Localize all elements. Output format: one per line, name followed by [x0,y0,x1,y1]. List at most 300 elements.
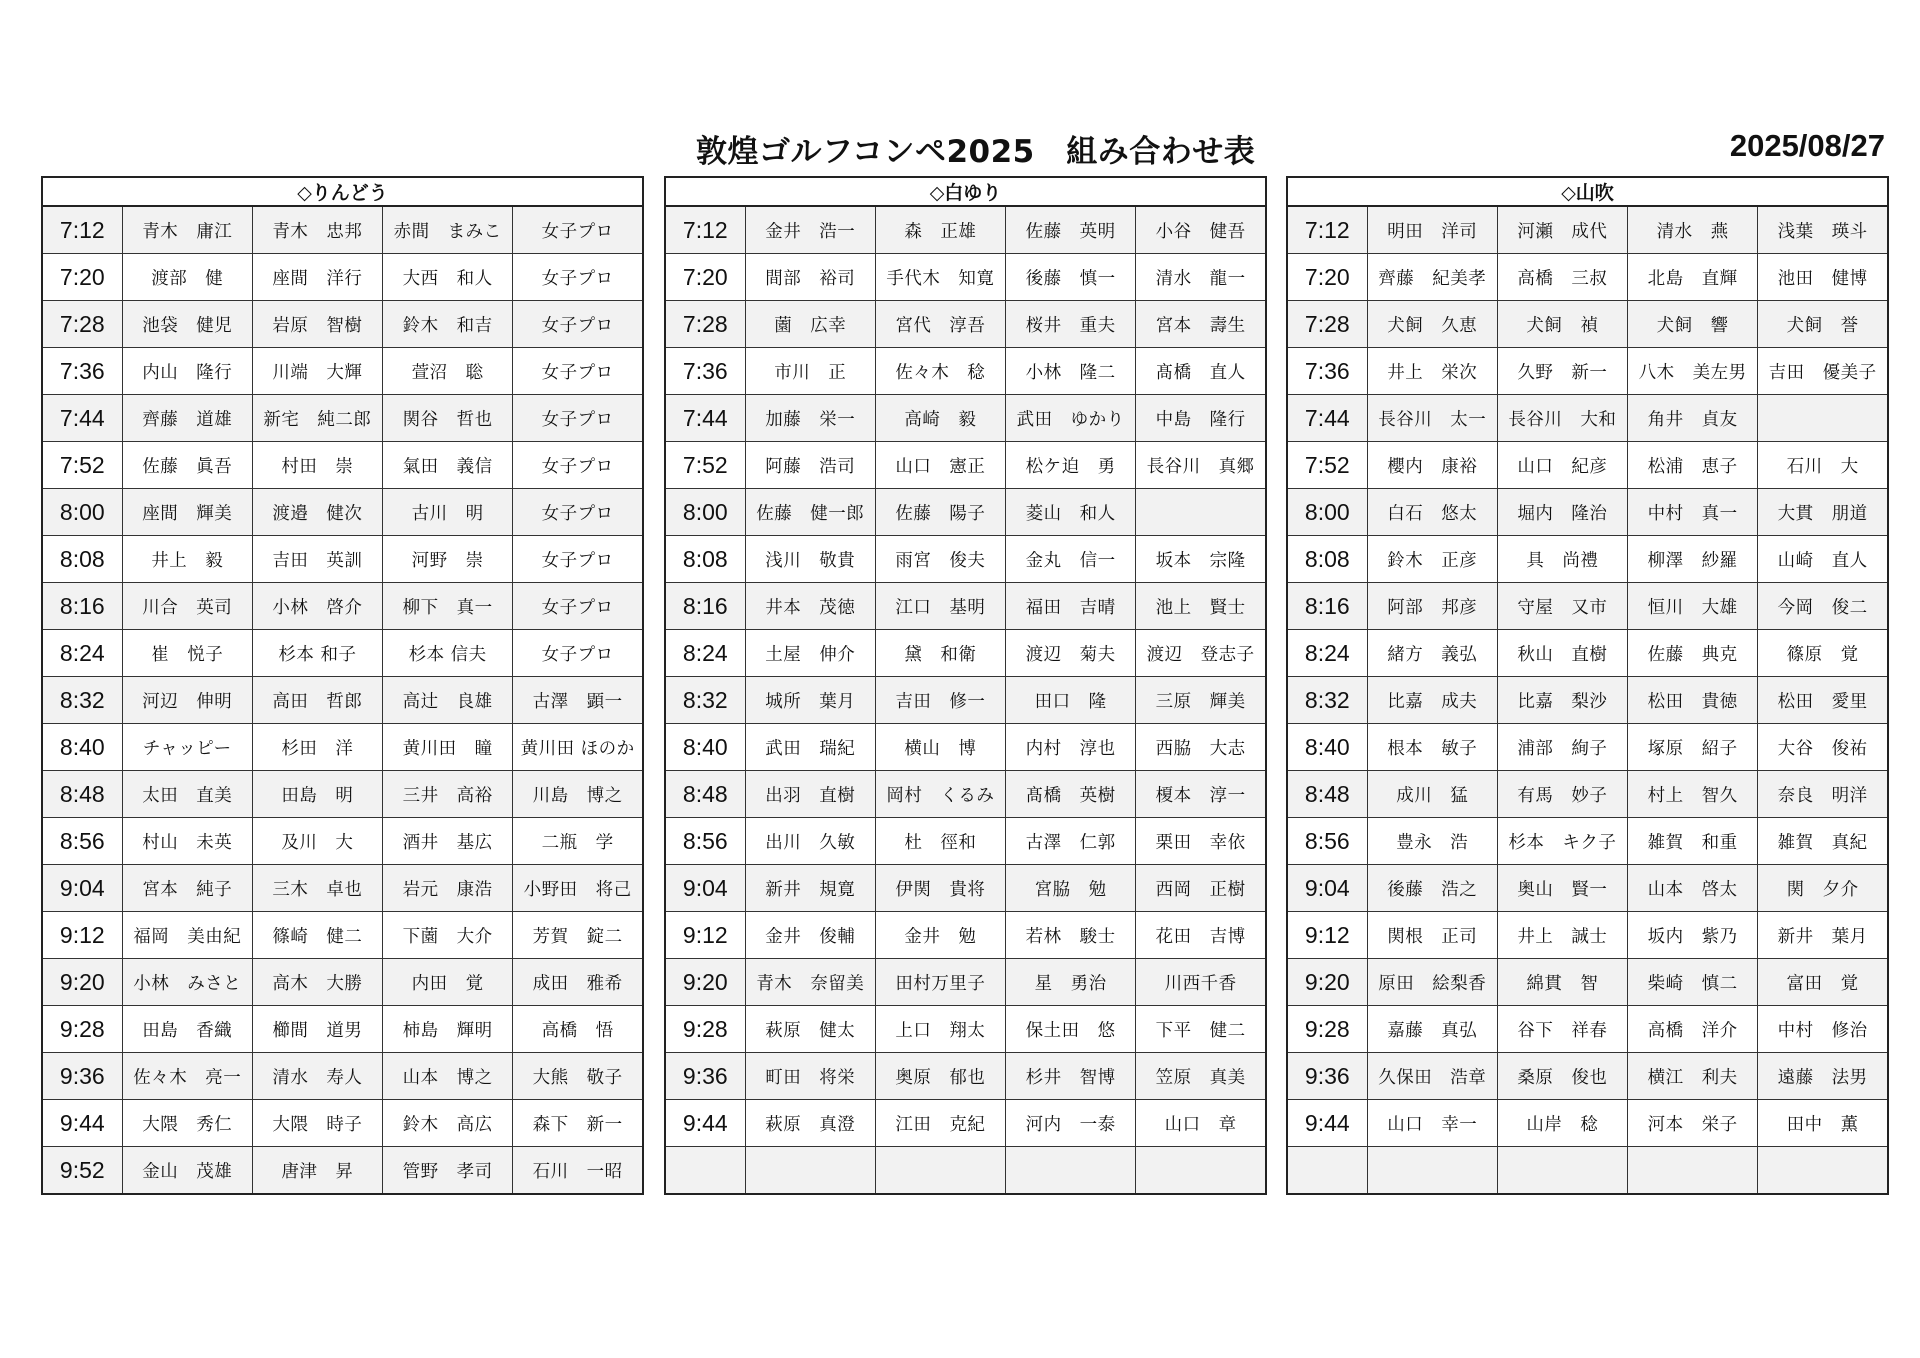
player-name: 氣田 義信 [383,442,513,489]
player-name: 大隈 時子 [252,1100,382,1147]
player-name: 八木 美左男 [1628,348,1758,395]
player-name: 髙橋 直人 [1136,348,1266,395]
player-name: 二瓶 学 [513,818,643,865]
tee-time: 9:36 [1287,1053,1367,1100]
player-name: 山岸 稔 [1497,1100,1627,1147]
player-name: 保土田 悠 [1006,1006,1136,1053]
player-name: 富田 覚 [1758,959,1888,1006]
player-name: 新井 規寛 [745,865,875,912]
tee-time-row [42,348,643,395]
tee-time-row [665,912,1266,959]
tee-time-row [42,1053,643,1100]
player-name: 石川 一昭 [513,1147,643,1195]
player-name: 町田 将栄 [745,1053,875,1100]
tee-time-row [1287,959,1888,1006]
player-name: 女子プロ [513,489,643,536]
tee-time-row [665,1006,1266,1053]
player-name: 浅川 敬貴 [745,536,875,583]
tee-time: 8:00 [665,489,745,536]
tee-time: 8:32 [42,677,122,724]
player-name: 黄川田 瞳 [383,724,513,771]
tee-time: 7:36 [1287,348,1367,395]
player-name: 村山 未英 [122,818,252,865]
player-name: 黛 和衛 [875,630,1005,677]
tee-time-row [42,1147,643,1195]
tee-time: 8:08 [1287,536,1367,583]
tee-time: 7:28 [42,301,122,348]
player-name: 清水 燕 [1628,206,1758,254]
player-name: 守屋 又市 [1497,583,1627,630]
player-name [1006,1147,1136,1195]
tee-time: 7:36 [42,348,122,395]
player-name: 吉田 優美子 [1758,348,1888,395]
player-name: 坂内 紫乃 [1628,912,1758,959]
player-name: 北島 直輝 [1628,254,1758,301]
player-name: 山口 紀彦 [1497,442,1627,489]
player-name: 下平 健二 [1136,1006,1266,1053]
player-name: 岩原 智樹 [252,301,382,348]
player-name: 桜井 重夫 [1006,301,1136,348]
player-name [1497,1147,1627,1195]
tee-time-row [665,1100,1266,1147]
player-name: 山口 幸一 [1367,1100,1497,1147]
tee-time-row [665,254,1266,301]
player-name: 宮本 純子 [122,865,252,912]
tee-time: 9:36 [42,1053,122,1100]
player-name: 長谷川 太一 [1367,395,1497,442]
player-name: 芳賀 錠二 [513,912,643,959]
tee-time-row [1287,536,1888,583]
player-name: 大隈 秀仁 [122,1100,252,1147]
player-name: 女子プロ [513,442,643,489]
player-name: 西脇 大志 [1136,724,1266,771]
player-name [1628,1147,1758,1195]
tee-time: 7:36 [665,348,745,395]
tee-time: 9:12 [42,912,122,959]
player-name: 三木 卓也 [252,865,382,912]
player-name: 緒方 義弘 [1367,630,1497,677]
tee-time: 9:20 [42,959,122,1006]
player-name: 川端 大輝 [252,348,382,395]
tee-time-row [665,1053,1266,1100]
player-name: 河内 一泰 [1006,1100,1136,1147]
player-name: 女子プロ [513,536,643,583]
player-name: 原田 絵梨香 [1367,959,1497,1006]
tee-time: 8:56 [665,818,745,865]
player-name: 犬飼 響 [1628,301,1758,348]
tee-time: 9:44 [1287,1100,1367,1147]
player-name: 古澤 顕一 [513,677,643,724]
player-name: 有馬 妙子 [1497,771,1627,818]
tee-time-row [42,583,643,630]
player-name: 萩原 健太 [745,1006,875,1053]
player-name: 菱山 和人 [1006,489,1136,536]
player-name: 古澤 仁郭 [1006,818,1136,865]
player-name: 手代木 知寛 [875,254,1005,301]
player-name: 内田 覚 [383,959,513,1006]
player-name: 古川 明 [383,489,513,536]
player-name: 横江 利夫 [1628,1053,1758,1100]
player-name: 岩元 康浩 [383,865,513,912]
player-name: 渡部 健 [122,254,252,301]
tee-time-row [42,489,643,536]
player-name: 横山 博 [875,724,1005,771]
player-name: 萱沼 聡 [383,348,513,395]
player-name: 佐藤 眞吾 [122,442,252,489]
player-name: 新井 葉月 [1758,912,1888,959]
tee-time: 8:48 [665,771,745,818]
player-name: 奥原 郁也 [875,1053,1005,1100]
player-name: 黄川田 ほのか [513,724,643,771]
tee-time-row [42,206,643,254]
player-name: 松浦 恵子 [1628,442,1758,489]
player-name: 宮代 淳吾 [875,301,1005,348]
player-name: 岡村 くるみ [875,771,1005,818]
tee-time: 9:20 [665,959,745,1006]
player-name: 清水 寿人 [252,1053,382,1100]
player-name: 関谷 哲也 [383,395,513,442]
tee-time: 9:12 [1287,912,1367,959]
tee-time: 8:32 [1287,677,1367,724]
player-name: 関根 正司 [1367,912,1497,959]
player-name: 西岡 正樹 [1136,865,1266,912]
player-name: 山本 博之 [383,1053,513,1100]
tee-time: 7:52 [1287,442,1367,489]
player-name: 久野 新一 [1497,348,1627,395]
player-name: 加藤 栄一 [745,395,875,442]
player-name: 柳下 真一 [383,583,513,630]
player-name: 宮脇 勉 [1006,865,1136,912]
course-table-yamabuki [1286,176,1889,1195]
player-name: 阿藤 浩司 [745,442,875,489]
tee-time-row [42,865,643,912]
player-name: 女子プロ [513,301,643,348]
tee-time-row [1287,206,1888,254]
player-name: 松ケ迫 勇 [1006,442,1136,489]
tee-time-row [1287,489,1888,536]
player-name: 金山 茂雄 [122,1147,252,1195]
tee-time: 9:52 [42,1147,122,1195]
player-name: 女子プロ [513,348,643,395]
player-name: 柴崎 慎二 [1628,959,1758,1006]
tee-time-row [665,395,1266,442]
player-name: 小林 啓介 [252,583,382,630]
tee-time-row [665,442,1266,489]
player-name: 具 尚禮 [1497,536,1627,583]
player-name: 堀内 隆治 [1497,489,1627,536]
player-name: 森下 新一 [513,1100,643,1147]
tee-time: 8:00 [1287,489,1367,536]
player-name: 秋山 直樹 [1497,630,1627,677]
tee-time-row [665,536,1266,583]
player-name: 鈴木 高広 [383,1100,513,1147]
player-name: 金丸 信一 [1006,536,1136,583]
tee-time: 9:04 [42,865,122,912]
player-name: 栗田 幸依 [1136,818,1266,865]
tee-time: 8:08 [42,536,122,583]
player-name: 恒川 大雄 [1628,583,1758,630]
player-name: 高橋 三叔 [1497,254,1627,301]
tee-time-row [665,724,1266,771]
player-name: 高橋 悟 [513,1006,643,1053]
player-name: 雑賀 和重 [1628,818,1758,865]
player-name: 出羽 直樹 [745,771,875,818]
player-name: 内山 隆行 [122,348,252,395]
tee-time-row [1287,1100,1888,1147]
player-name: 櫻内 康裕 [1367,442,1497,489]
player-name: 市川 正 [745,348,875,395]
tee-time-row [42,959,643,1006]
player-name: 太田 直美 [122,771,252,818]
tee-time: 7:28 [1287,301,1367,348]
tee-time: 7:20 [665,254,745,301]
tee-time: 9:04 [1287,865,1367,912]
tee-time: 7:44 [1287,395,1367,442]
player-name: 篠原 覚 [1758,630,1888,677]
tee-time-row [42,724,643,771]
tee-time-row [1287,583,1888,630]
player-name: 川合 英司 [122,583,252,630]
player-name [1758,1147,1888,1195]
tee-time: 7:44 [42,395,122,442]
player-name: 青木 庸江 [122,206,252,254]
player-name: 成川 猛 [1367,771,1497,818]
player-name: 間部 裕司 [745,254,875,301]
player-name: 及川 大 [252,818,382,865]
player-name: 井上 毅 [122,536,252,583]
player-name: 佐藤 典克 [1628,630,1758,677]
tee-time: 8:24 [665,630,745,677]
tee-time: 8:40 [665,724,745,771]
player-name: 鈴木 和吉 [383,301,513,348]
tee-time: 9:28 [665,1006,745,1053]
tee-time: 8:08 [665,536,745,583]
player-name: 鈴木 正彦 [1367,536,1497,583]
tee-time-row [1287,442,1888,489]
player-name: 高崎 毅 [875,395,1005,442]
tee-time: 7:28 [665,301,745,348]
player-name: チャッピー [122,724,252,771]
player-name: 小谷 健吾 [1136,206,1266,254]
player-name: 桑原 俊也 [1497,1053,1627,1100]
player-name: 松田 貴徳 [1628,677,1758,724]
tee-time-row [1287,865,1888,912]
player-name: 金井 勉 [875,912,1005,959]
player-name: 花田 吉博 [1136,912,1266,959]
player-name: 綿貫 智 [1497,959,1627,1006]
player-name: 上口 翔太 [875,1006,1005,1053]
player-name: 川西千香 [1136,959,1266,1006]
player-name: 大西 和人 [383,254,513,301]
player-name: 青木 忠邦 [252,206,382,254]
tee-time-row [1287,395,1888,442]
tee-time-row [665,301,1266,348]
player-name: 金井 俊輔 [745,912,875,959]
player-name: 赤間 まみこ [383,206,513,254]
player-name: 雨宮 俊夫 [875,536,1005,583]
player-name: 谷下 祥春 [1497,1006,1627,1053]
player-name: 福岡 美由紀 [122,912,252,959]
tee-time-row [665,206,1266,254]
player-name: 石川 大 [1758,442,1888,489]
player-name: 後藤 浩之 [1367,865,1497,912]
tee-time: 7:20 [42,254,122,301]
player-name: 江口 基明 [875,583,1005,630]
player-name: 櫛間 道男 [252,1006,382,1053]
player-name: 比嘉 成夫 [1367,677,1497,724]
player-name: 座間 輝美 [122,489,252,536]
player-name: 奥山 賢一 [1497,865,1627,912]
tee-time: 9:04 [665,865,745,912]
tee-time: 8:00 [42,489,122,536]
tee-time: 8:24 [42,630,122,677]
player-name: 川島 博之 [513,771,643,818]
tee-time: 7:12 [42,206,122,254]
player-name: 犬飼 禎 [1497,301,1627,348]
player-name: 小野田 将己 [513,865,643,912]
player-name [1136,1147,1266,1195]
player-name: 角井 貞友 [1628,395,1758,442]
player-name: 髙橋 英樹 [1006,771,1136,818]
player-name: 久保田 浩章 [1367,1053,1497,1100]
player-name: 中島 隆行 [1136,395,1266,442]
player-name: 齊藤 道雄 [122,395,252,442]
tee-time: 9:12 [665,912,745,959]
player-name: 田島 明 [252,771,382,818]
player-name [875,1147,1005,1195]
player-name: 江田 克紀 [875,1100,1005,1147]
tee-time-row [1287,630,1888,677]
course-name: ◇白ゆり [665,177,1266,206]
player-name: 塚原 紹子 [1628,724,1758,771]
player-name: 吉田 英訓 [252,536,382,583]
tee-time: 7:52 [42,442,122,489]
player-name: 清水 龍一 [1136,254,1266,301]
player-name: 伊関 貴将 [875,865,1005,912]
tee-time-row [1287,301,1888,348]
player-name: 池田 健博 [1758,254,1888,301]
tee-time: 7:20 [1287,254,1367,301]
player-name: 福田 吉晴 [1006,583,1136,630]
player-name: 下薗 大介 [383,912,513,959]
player-name: 女子プロ [513,583,643,630]
tee-time-row [1287,818,1888,865]
tee-time-row [1287,1147,1888,1195]
player-name [745,1147,875,1195]
player-name: 柿島 輝明 [383,1006,513,1053]
player-name: 河野 崇 [383,536,513,583]
tee-time: 8:56 [1287,818,1367,865]
tee-time: 8:16 [1287,583,1367,630]
tee-time-row [665,348,1266,395]
player-name: 篠崎 健二 [252,912,382,959]
player-name: 佐々木 稔 [875,348,1005,395]
player-name: 宮本 壽生 [1136,301,1266,348]
player-name: 高田 哲郎 [252,677,382,724]
player-name: 武田 ゆかり [1006,395,1136,442]
player-name: 柳澤 紗羅 [1628,536,1758,583]
player-name: 田島 香織 [122,1006,252,1053]
tee-time: 8:48 [1287,771,1367,818]
tee-time-row [665,489,1266,536]
player-name: 若林 駿士 [1006,912,1136,959]
tee-time-row [42,818,643,865]
player-name: 浅葉 瑛斗 [1758,206,1888,254]
player-name: 大貫 朋道 [1758,489,1888,536]
player-name: 高橋 洋介 [1628,1006,1758,1053]
player-name: 佐々木 亮一 [122,1053,252,1100]
tee-time: 9:28 [42,1006,122,1053]
player-name: 中村 真一 [1628,489,1758,536]
player-name: 阿部 邦彦 [1367,583,1497,630]
player-name: 田中 薫 [1758,1100,1888,1147]
player-name: 根本 敏子 [1367,724,1497,771]
player-name: 杉田 洋 [252,724,382,771]
player-name [1136,489,1266,536]
player-name: 女子プロ [513,254,643,301]
player-name: 山口 章 [1136,1100,1266,1147]
tee-time: 7:12 [1287,206,1367,254]
tee-time: 9:36 [665,1053,745,1100]
player-name: 高辻 良雄 [383,677,513,724]
player-name: 遠藤 法男 [1758,1053,1888,1100]
player-name: 白石 悠太 [1367,489,1497,536]
player-name [1758,395,1888,442]
tee-time: 9:44 [665,1100,745,1147]
player-name: 座間 洋行 [252,254,382,301]
tee-time-row [1287,254,1888,301]
player-name: 土屋 伸介 [745,630,875,677]
player-name: 佐藤 陽子 [875,489,1005,536]
player-name: 関 夕介 [1758,865,1888,912]
tee-time [1287,1147,1367,1195]
player-name: 杜 徑和 [875,818,1005,865]
player-name: 山崎 直人 [1758,536,1888,583]
player-name: 女子プロ [513,630,643,677]
player-name: 井本 茂徳 [745,583,875,630]
player-name: 井上 誠士 [1497,912,1627,959]
tee-time-row [42,395,643,442]
tee-time: 8:56 [42,818,122,865]
tee-time-row [42,1006,643,1053]
player-name: 井上 栄次 [1367,348,1497,395]
player-name: 雑賀 真紀 [1758,818,1888,865]
player-name: 浦部 絢子 [1497,724,1627,771]
player-name: 吉田 修一 [875,677,1005,724]
player-name: 出川 久敏 [745,818,875,865]
player-name: 杉井 智博 [1006,1053,1136,1100]
player-name: 河本 栄子 [1628,1100,1758,1147]
tee-time-row [42,301,643,348]
tee-time-row [1287,724,1888,771]
course-table-rindou [41,176,644,1195]
player-name: 河辺 伸明 [122,677,252,724]
player-name: 田村万里子 [875,959,1005,1006]
player-name: 田口 隆 [1006,677,1136,724]
player-name: 齊藤 紀美孝 [1367,254,1497,301]
player-name: 佐藤 健一郎 [745,489,875,536]
player-name: 唐津 昇 [252,1147,382,1195]
event-date: 2025/08/27 [1729,128,1885,163]
player-name: 榎本 淳一 [1136,771,1266,818]
course-name: ◇りんどう [42,177,643,206]
tee-time: 8:24 [1287,630,1367,677]
player-name: 酒井 基広 [383,818,513,865]
tee-time [665,1147,745,1195]
tee-time: 7:52 [665,442,745,489]
player-name: 薗 広幸 [745,301,875,348]
player-name: 大熊 敬子 [513,1053,643,1100]
